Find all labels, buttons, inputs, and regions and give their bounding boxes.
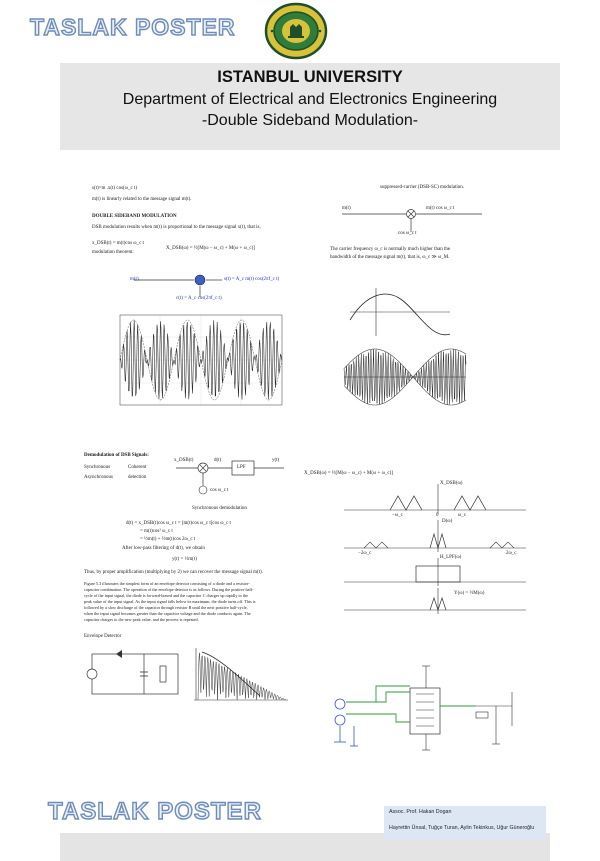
paragraph-line: when the input signal becomes greater than the capacitor voltage and the diode conducts again. The [84,611,251,616]
spectrum-label: X_DSB(ω) [440,481,463,486]
demod-row: Coherent [128,465,147,470]
department-title: Department of Electrical and Electronics Engineering [122,91,498,108]
title-band [60,63,560,150]
paragraph-line: followed by a slow discharge of the capacitor through resistor R until the next positive half-cycle, [84,605,248,610]
spectrum-label: 2ω_c [506,551,517,556]
credits-box [384,806,546,840]
demod-caption: Synchronous demodulation [192,506,247,511]
demod-equation: = m(t)cos² ω_c t [140,529,173,534]
paragraph-line: peak value of the input signal. As the input signal falls below its maximum, the diode turns off. This is [84,599,256,604]
panel2-line: bandwidth of the message signal m(t), that is, ω_c ≫ ω_M. [330,255,450,260]
panel1-equation: X_DSB(ω) = ½[M(ω − ω_c) + M(ω + ω_c)] [166,246,255,251]
panel1-line: s(t)=m .x(t) cos(ω_c t) [92,186,137,191]
demod-output: y(t) [272,458,280,463]
dsbsc-input: m(t) [342,206,351,211]
demod-input: x_DSB(t) [174,458,194,463]
spectrum-label: ω_c [458,513,467,518]
paragraph-line: cycle of the input signal, the diode is forward-biased and the capacitor C charges up rapidly to the [84,593,248,598]
demod-conclusion: Thus, by proper amplification (multiplying by 2) we can recover the message signal m(t). [84,570,263,575]
demod-equation: y(t) = ½m(t) [172,557,197,562]
panel2-line: The carrier frequency ω_c is normally much higher than the [330,247,451,252]
spectrum-plots [340,476,530,616]
modulated-signal-plot [340,342,470,412]
modulator-carrier: c(t) = A_c cos(2πf_c t) [176,296,222,301]
watermark-top: TASLAK POSTER [30,14,236,40]
spectrum-label: D(ω) [442,519,453,524]
demod-row: Asynchronous [84,475,113,480]
student-names: Hayrettin Ünsal, Tuğçe Turan, Aylin Tekinkus, Uğur Güneroğlu [389,825,535,831]
spectrum-label: H_LPF(ω) [440,555,462,560]
circuit-schematic [326,662,526,754]
envelope-subheading: Envelope Detector [84,634,122,639]
spectrum-label: −2ω_c [358,551,372,556]
demod-equation: After low-pass filtering of d(t), we obtain [122,546,205,551]
demod-carrier: cos ω_c t [210,488,229,493]
envelope-paragraph [84,581,290,623]
panel-dsb-sc [318,182,498,412]
panel1-line: m(t) is linearly related to the message signal m(t). [92,197,192,202]
panel2-line: suppressed-carrier (DSB-SC) modulation. [380,185,465,190]
demod-equation: = ½m(t) + ½m(t)cos 2ω_c t [140,537,196,542]
demod-equation: d(t) = x_DSB(t)cos ω_c t = [m(t)cos ω_c t]cos ω_c t [126,521,231,526]
panel1-line: x_DSB(t) = m(t)cos ω_c t [92,241,144,246]
demod-mid: d(t) [214,458,222,463]
message-signal-plot [346,284,456,340]
modulator-input: m(t) [130,277,139,282]
dsb-waveform-plot [116,311,286,411]
envelope-detector-waveform [190,644,290,704]
panel1-line: modulation theorem: [92,250,134,255]
panel1-heading: DOUBLE SIDEBAND MODULATION [92,214,177,219]
envelope-detector-circuit [86,648,186,702]
demod-lpf: LPF [237,465,246,470]
paragraph-line: Figure 5.3 illustrates the simplest form of an envelope detector consisting of a diode and a resistor- [84,581,250,586]
advisor-name: Assoc. Prof. Hakan Dogan [389,809,452,815]
demod-row: detection [128,475,147,480]
dsbsc-output: m(t) cos ω_c t [426,206,455,211]
panel-demodulation [82,450,292,705]
dsbsc-carrier: cos ω_c t [398,231,417,236]
university-seal-icon [262,2,330,60]
paragraph-line: capacitor combination. The operation of the envelope detector is as follows. During the positive half- [84,587,254,592]
panel-spectra [300,466,530,616]
demod-heading: Demodulation of DSB Signals: [84,453,149,458]
modulator-output: s(t) = A_c m(t) cos(2πf_c t) [224,277,280,282]
university-title: ISTANBUL UNIVERSITY [217,68,403,86]
spectrum-label: Y(ω) = ½M(ω) [454,591,485,596]
spectrum-label: 0 [436,513,439,518]
spectrum-equation: X_DSB(ω) = ½[M(ω − ω_c) + M(ω + ω_c)] [304,471,393,476]
paragraph-line: capacitor charges to the new peak value, and the process is repeated. [84,617,199,622]
spectrum-label: −ω_c [392,513,403,518]
panel-dsb-modulation [86,183,286,413]
demod-row: Synchronous [84,465,111,470]
panel1-line: DSB modulation results when m(t) is proportional to the message signal x(t), that is, [92,225,261,230]
watermark-bottom: TASLAK POSTER [48,798,262,825]
topic-title: -Double Sideband Modulation- [201,112,419,129]
